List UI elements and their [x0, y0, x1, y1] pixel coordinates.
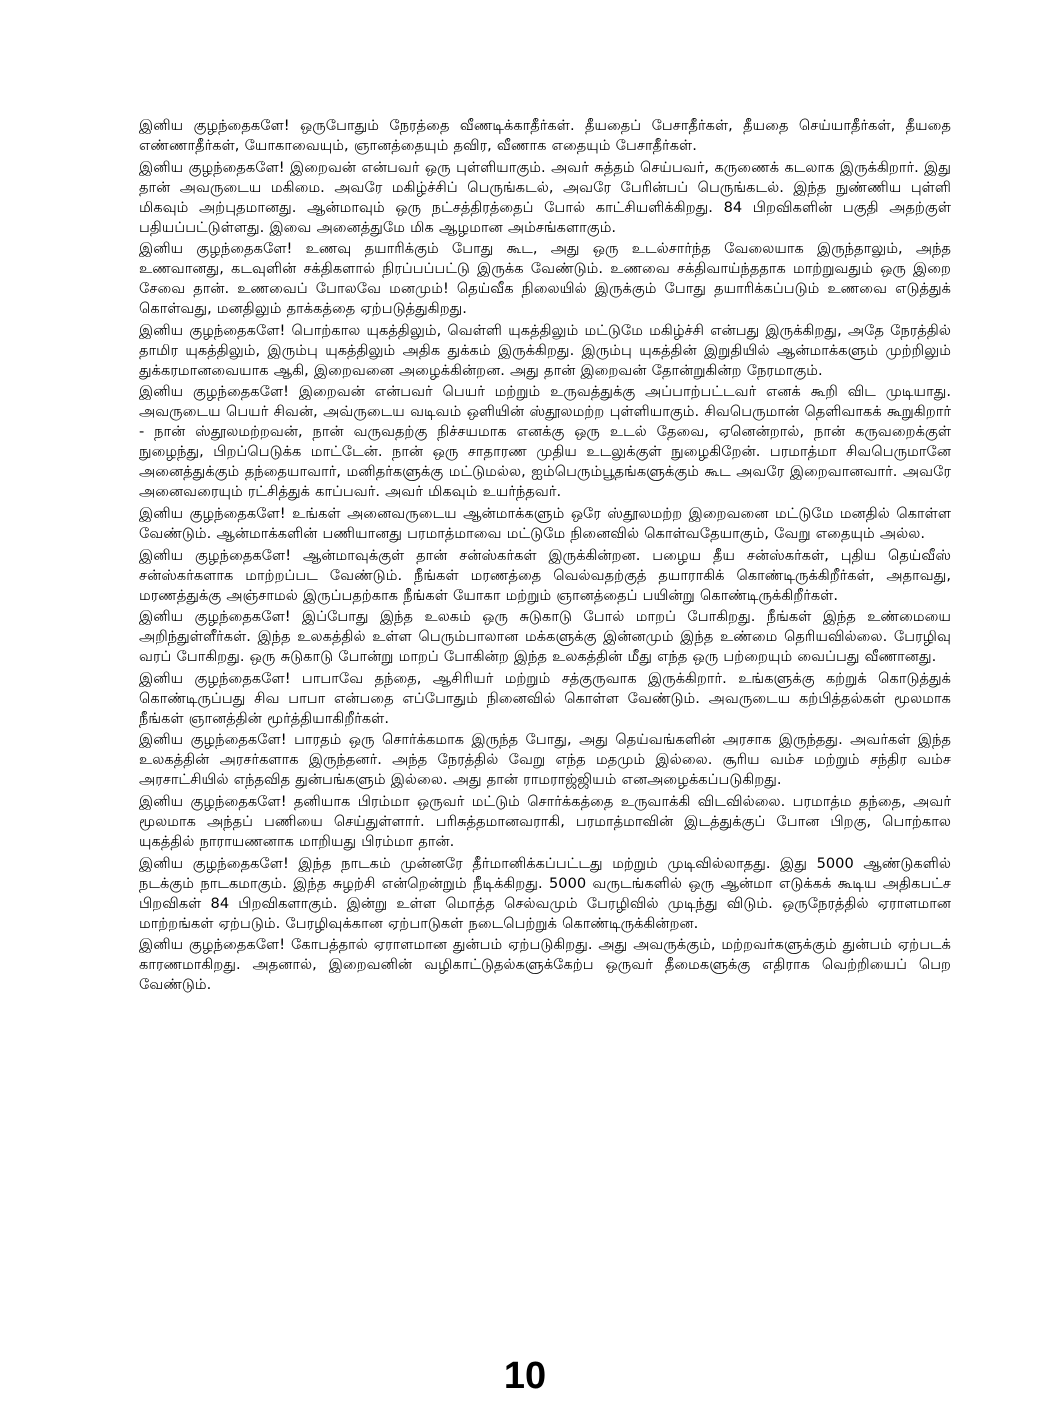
- paragraph-6: இனிய குழந்தைகளே! உங்கள் அனைவருடைய ஆன்மாக்களும் ஒரே ஸ்தூலமற்ற இறைவனை மட்டுமே மனதில் கொள்ள வேண்டும். ஆன்மாக்களின் பணியானது பரமாத்மாவை மட்டுமே நினைவில் கொள்வதேயாகும், வேறு எதையும் அல்ல.: [139, 504, 951, 542]
- paragraph-9: இனிய குழந்தைகளே! பாபாவே தந்தை, ஆசிரியர் மற்றும் சத்குருவாக இருக்கிறார். உங்களுக்கு கற்றுக் கொடுத்துக் கொண்டிருப்பது சிவ பாபா என்பதை எப்போதும் நினைவில் கொள்ள வேண்டும். அவருடைய கற்பித்தல்கள் மூலமாக நீங்கள் ஞானத்தின் மூர்த்தியாகிறீர்கள்.: [139, 669, 951, 727]
- paragraph-5: இனிய குழந்தைகளே! இறைவன் என்பவர் பெயர் மற்றும் உருவத்துக்கு அப்பாற்பட்டவர் எனக் கூறி விட முடியாது. அவருடைய பெயர் சிவன், அவ்ருடைய வடிவம் ஒளியின் ஸ்தூலமற்ற புள்ளியாகும். சிவபெருமான் தெளிவாகக் கூறுகிறார் - நான் ஸ்தூலமற்றவன், நான் வருவதற்கு நிச்சயமாக எனக்கு ஒரு உடல் தேவை, ஏனென்றால், நான் கருவறைக்குள் நுழைந்து, பிறப்பெடுக்க மாட்டேன். நான் ஒரு சாதாரண முதிய உடலுக்குள் நுழைகிறேன். பரமாத்மா சிவபெருமானே அனைத்துக்கும் தந்தையாவார், மனிதர்களுக்கு மட்டுமல்ல, ஐம்பெரும்பூதங்களுக்கும் கூட அவரே இறைவானவார். அவரே அனைவரையும் ரட்சித்துக் காப்பவர். அவர் மிகவும் உயர்ந்தவர்.: [139, 383, 952, 501]
- body-text: [139, 116, 951, 997]
- paragraph-10: இனிய குழந்தைகளே! பாரதம் ஒரு சொர்க்கமாக இருந்த போது, அது தெய்வங்களின் அரசாக இருந்தது. அவர்கள் இந்த உலகத்தின் அரசர்களாக இருந்தனர். அந்த நேரத்தில் வேறு எந்த மதமும் இல்லை. சூரிய வம்ச மற்றும் சந்திர வம்ச அரசாட்சியில் எந்தவித துன்பங்களும் இல்லை. அது தான் ராமராஜ்ஜியம் எனஅழைக்கப்படுகிறது.: [139, 731, 951, 789]
- paragraph-3: இனிய குழந்தைகளே! உணவு தயாரிக்கும் போது கூட, அது ஒரு உடல்சார்ந்த வேலையாக இருந்தாலும், அந்த உணவானது, கடவுளின் சக்திகளால் நிரப்பப்பட்டு இருக்க வேண்டும். உணவை சக்திவாய்ந்ததாக மாற்றுவதும் ஒரு இறை சேவை தான். உணவைப் போலவே மனமும்! தெய்வீக நிலையில் இருக்கும் போது தயாரிக்கப்படும் உணவை எடுத்துக் கொள்வது, மனதிலும் தாக்கத்தை ஏற்படுத்துகிறது.: [139, 240, 951, 318]
- paragraph-8: இனிய குழந்தைகளே! இப்போது இந்த உலகம் ஒரு சுடுகாடு போல் மாறப் போகிறது. நீங்கள் இந்த உண்மையை அறிந்துள்ளீர்கள். இந்த உலகத்தில் உள்ள பெரும்பாலான மக்களுக்கு இன்னமும் இந்த உண்மை தெரியவில்லை. பேரழிவு வரப் போகிறது. ஒரு சுடுகாடு போன்று மாறப் போகின்ற இந்த உலகத்தின் மீது எந்த ஒரு பற்றையும் வைப்பது வீணானது.: [139, 608, 951, 666]
- page-number: 10: [503, 1355, 547, 1397]
- paragraph-7: இனிய குழந்தைகளே! ஆன்மாவுக்குள் தான் சன்ஸ்கர்கள் இருக்கின்றன. பழைய தீய சன்ஸ்கர்கள், புதிய தெய்வீஸ் சன்ஸ்கர்களாக மாற்றப்பட வேண்டும். நீங்கள் மரணத்தை வெல்வதற்குத் தயாராகிக் கொண்டிருக்கிறீர்கள், அதாவது, மரணத்துக்கு அஞ்சாமல் இருப்பதற்காக நீங்கள் யோகா மற்றும் ஞானத்தைப் பயின்று கொண்டிருக்கிறீர்கள்.: [139, 546, 951, 604]
- paragraph-1: இனிய குழந்தைகளே! ஒருபோதும் நேரத்தை வீணடிக்காதீர்கள். தீயதைப் பேசாதீர்கள், தீயதை செய்யாதீர்கள், தீயதை எண்ணாதீர்கள், யோகாவையும், ஞானத்தையும் தவிர, வீணாக எதையும் பேசாதீர்கள்.: [139, 117, 951, 154]
- paragraph-2: இனிய குழந்தைகளே! இறைவன் என்பவர் ஒரு புள்ளியாகும். அவர் சுத்தம் செய்பவர், கருணைக் கடலாக இருக்கிறார். இது தான் அவருடைய மகிமை. அவரே மகிழ்ச்சிப் பெருங்கடல், அவரே பேரின்பப் பெருங்கடல். இந்த நுண்ணிய புள்ளி மிகவும் அற்புதமானது. ஆன்மாவும் ஒரு நட்சத்திரத்தைப் போல் காட்சியளிக்கிறது. 84 பிறவிகளின் பகுதி அதற்குள் பதியப்பட்டுள்ளது. இவை அனைத்துமே மிக ஆழமான அம்சங்களாகும்.: [139, 158, 951, 236]
- paragraph-13: இனிய குழந்தைகளே! கோபத்தால் ஏராளமான துன்பம் ஏற்படுகிறது. அது அவருக்கும், மற்றவர்களுக்கும் துன்பம் ஏற்படக் காரணமாகிறது. அதனால், இறைவனின் வழிகாட்டுதல்களுக்கேற்ப ஒருவர் தீமைகளுக்கு எதிராக வெற்றியைப் பெற வேண்டும்.: [139, 936, 951, 994]
- paragraph-12: இனிய குழந்தைகளே! இந்த நாடகம் முன்னரே தீர்மானிக்கப்பட்டது மற்றும் முடிவில்லாதது. இது 5000 ஆண்டுகளில் நடக்கும் நாடகமாகும். இந்த சுழற்சி என்றென்றும் நீடிக்கிறது. 5000 வருடங்களில் ஒரு ஆன்மா எடுக்கக் கூடிய அதிகபட்ச பிறவிகள் 84 பிறவிகளாகும். இன்று உள்ள மொத்த செல்வமும் பேரழிவில் முடிந்து விடும். ஒருநேரத்தில் ஏராளமான மாற்றங்கள் ஏற்படும். பேரழிவுக்கான ஏற்பாடுகள் நடைபெற்றுக் கொண்டிருக்கின்றன.: [139, 854, 951, 932]
- paragraph-4: இனிய குழந்தைகளே! பொற்கால யுகத்திலும், வெள்ளி யுகத்திலும் மட்டுமே மகிழ்ச்சி என்பது இருக்கிறது, அதே நேரத்தில் தாமிர யுகத்திலும், இரும்பு யுகத்திலும் அதிக துக்கம் இருக்கிறது. இரும்பு யுகத்தின் இறுதியில் ஆன்மாக்களும் முற்றிலும் துக்கரமானவையாக ஆகி, இறைவனை அழைக்கின்றன. அது தான் இறைவன் தோன்றுகின்ற நேரமாகும்.: [139, 321, 951, 379]
- paragraph-11: இனிய குழந்தைகளே! தனியாக பிரம்மா ஒருவர் மட்டும் சொர்க்கத்தை உருவாக்கி விடவில்லை. பரமாத்ம தந்தை, அவர் மூலமாக அந்தப் பணியை செய்துள்ளார். பரிசுத்தமானவராகி, பரமாத்மாவின் இடத்துக்குப் போன பிறகு, பொற்கால யுகத்தில் நாராயணனாக மாறியது பிரம்மா தான்.: [139, 792, 951, 850]
